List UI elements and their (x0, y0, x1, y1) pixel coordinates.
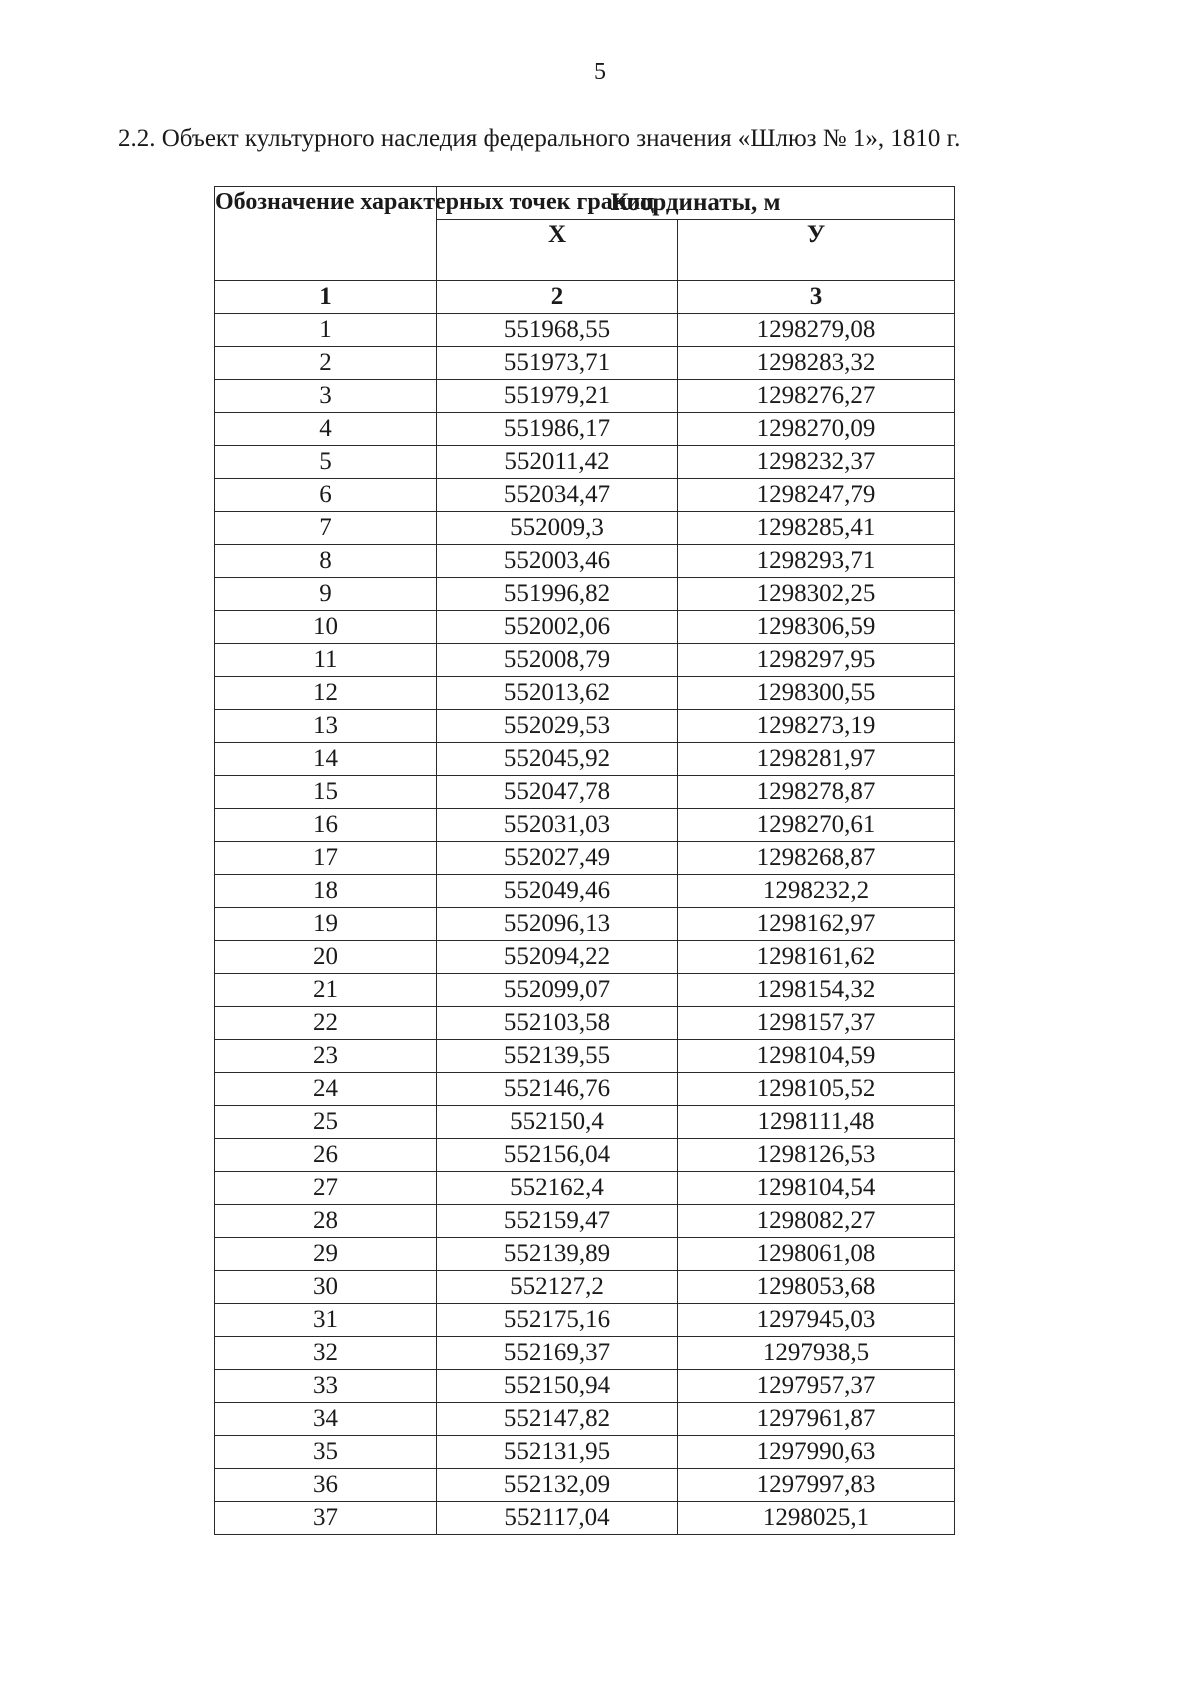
table-row (215, 1304, 955, 1337)
y-coordinate-cell: 1298293,71 (678, 545, 955, 578)
table-row (215, 1436, 955, 1469)
table-row (215, 644, 955, 677)
table-row (215, 875, 955, 908)
x-coordinate-cell: 551979,21 (437, 380, 678, 413)
y-coordinate-cell: 1298247,79 (678, 479, 955, 512)
point-number-cell: 10 (215, 611, 437, 644)
page-number: 5 (594, 59, 606, 85)
point-number-cell: 19 (215, 908, 437, 941)
table-row (215, 314, 955, 347)
table-row (215, 1172, 955, 1205)
point-number-cell: 7 (215, 512, 437, 545)
x-coordinate-cell: 552013,62 (437, 677, 678, 710)
point-number-cell: 25 (215, 1106, 437, 1139)
section-heading: 2.2. Объект культурного наследия федерального значения «Шлюз № 1», 1810 г. (118, 125, 961, 152)
point-number-cell: 30 (215, 1271, 437, 1304)
y-coordinate-cell: 1298162,97 (678, 908, 955, 941)
x-coordinate-cell: 552011,42 (437, 446, 678, 479)
point-number-cell: 4 (215, 413, 437, 446)
point-number-cell: 13 (215, 710, 437, 743)
table-row (215, 611, 955, 644)
x-coordinate-cell: 552027,49 (437, 842, 678, 875)
x-coordinate-cell: 552139,89 (437, 1238, 678, 1271)
table-row (215, 1073, 955, 1106)
y-coordinate-cell: 1297997,83 (678, 1469, 955, 1502)
coordinates-table (214, 186, 955, 1535)
x-coordinate-cell: 552034,47 (437, 479, 678, 512)
x-coordinate-cell: 552169,37 (437, 1337, 678, 1370)
y-coordinate-cell: 1298285,41 (678, 512, 955, 545)
point-number-cell: 24 (215, 1073, 437, 1106)
x-coordinate-cell: 552099,07 (437, 974, 678, 1007)
table-row (215, 578, 955, 611)
y-coordinate-cell: 1297957,37 (678, 1370, 955, 1403)
y-coordinate-cell: 1298279,08 (678, 314, 955, 347)
table-row (215, 1007, 955, 1040)
point-number-cell: 20 (215, 941, 437, 974)
table-row (215, 347, 955, 380)
x-coordinate-cell: 552159,47 (437, 1205, 678, 1238)
x-coordinate-cell: 552002,06 (437, 611, 678, 644)
y-coordinate-cell: 1297945,03 (678, 1304, 955, 1337)
table-row (215, 1469, 955, 1502)
y-coordinate-cell: 1298306,59 (678, 611, 955, 644)
point-number-cell: 22 (215, 1007, 437, 1040)
y-coordinate-cell: 1298297,95 (678, 644, 955, 677)
x-coordinate-cell: 551986,17 (437, 413, 678, 446)
y-coordinate-cell: 1298025,1 (678, 1502, 955, 1535)
y-coordinate-cell: 1298276,27 (678, 380, 955, 413)
x-coordinate-cell: 552150,94 (437, 1370, 678, 1403)
x-coordinate-cell: 551973,71 (437, 347, 678, 380)
x-coordinate-cell: 552003,46 (437, 545, 678, 578)
point-number-cell: 5 (215, 446, 437, 479)
table-body (215, 314, 955, 1535)
y-coordinate-cell: 1298283,32 (678, 347, 955, 380)
table-row (215, 479, 955, 512)
table-row (215, 1403, 955, 1436)
table-row (215, 413, 955, 446)
table-row (215, 446, 955, 479)
y-coordinate-cell: 1298104,54 (678, 1172, 955, 1205)
table-row (215, 677, 955, 710)
x-coordinate-cell: 552117,04 (437, 1502, 678, 1535)
table-row (215, 1238, 955, 1271)
x-coordinate-cell: 552131,95 (437, 1436, 678, 1469)
point-number-cell: 1 (215, 314, 437, 347)
point-number-cell: 36 (215, 1469, 437, 1502)
point-number-cell: 32 (215, 1337, 437, 1370)
y-coordinate-cell: 1298157,37 (678, 1007, 955, 1040)
x-coordinate-cell: 552103,58 (437, 1007, 678, 1040)
y-coordinate-cell: 1298104,59 (678, 1040, 955, 1073)
y-coordinate-cell: 1298278,87 (678, 776, 955, 809)
point-number-cell: 17 (215, 842, 437, 875)
x-coordinate-cell: 551968,55 (437, 314, 678, 347)
point-number-cell: 14 (215, 743, 437, 776)
table-row (215, 1139, 955, 1172)
table-row (215, 842, 955, 875)
x-coordinate-cell: 552096,13 (437, 908, 678, 941)
point-number-cell: 3 (215, 380, 437, 413)
point-number-cell: 34 (215, 1403, 437, 1436)
header-y: У (678, 220, 955, 281)
y-coordinate-cell: 1298232,37 (678, 446, 955, 479)
table-row (215, 941, 955, 974)
x-coordinate-cell: 551996,82 (437, 578, 678, 611)
x-coordinate-cell: 552045,92 (437, 743, 678, 776)
table-row (215, 1502, 955, 1535)
column-number-3: 3 (678, 281, 955, 314)
table-row (215, 776, 955, 809)
table-row (215, 1205, 955, 1238)
table-row (215, 809, 955, 842)
point-number-cell: 2 (215, 347, 437, 380)
point-number-cell: 16 (215, 809, 437, 842)
y-coordinate-cell: 1298161,62 (678, 941, 955, 974)
y-coordinate-cell: 1298270,61 (678, 809, 955, 842)
point-number-cell: 21 (215, 974, 437, 1007)
point-number-cell: 12 (215, 677, 437, 710)
y-coordinate-cell: 1298105,52 (678, 1073, 955, 1106)
y-coordinate-cell: 1297990,63 (678, 1436, 955, 1469)
x-coordinate-cell: 552047,78 (437, 776, 678, 809)
header-x: X (437, 220, 678, 281)
point-number-cell: 29 (215, 1238, 437, 1271)
table-row (215, 974, 955, 1007)
y-coordinate-cell: 1297938,5 (678, 1337, 955, 1370)
table-row (215, 1106, 955, 1139)
table-row (215, 380, 955, 413)
point-number-cell: 31 (215, 1304, 437, 1337)
table-row (215, 1370, 955, 1403)
point-number-cell: 28 (215, 1205, 437, 1238)
point-number-cell: 23 (215, 1040, 437, 1073)
y-coordinate-cell: 1298300,55 (678, 677, 955, 710)
x-coordinate-cell: 552094,22 (437, 941, 678, 974)
y-coordinate-cell: 1297961,87 (678, 1403, 955, 1436)
x-coordinate-cell: 552029,53 (437, 710, 678, 743)
x-coordinate-cell: 552127,2 (437, 1271, 678, 1304)
table-row (215, 743, 955, 776)
point-number-cell: 33 (215, 1370, 437, 1403)
table-row (215, 908, 955, 941)
table-row (215, 545, 955, 578)
point-number-cell: 9 (215, 578, 437, 611)
point-number-cell: 6 (215, 479, 437, 512)
y-coordinate-cell: 1298053,68 (678, 1271, 955, 1304)
point-number-cell: 35 (215, 1436, 437, 1469)
x-coordinate-cell: 552162,4 (437, 1172, 678, 1205)
x-coordinate-cell: 552031,03 (437, 809, 678, 842)
table-row (215, 1337, 955, 1370)
y-coordinate-cell: 1298268,87 (678, 842, 955, 875)
table-row (215, 1271, 955, 1304)
column-number-1: 1 (215, 281, 437, 314)
y-coordinate-cell: 1298061,08 (678, 1238, 955, 1271)
x-coordinate-cell: 552139,55 (437, 1040, 678, 1073)
x-coordinate-cell: 552132,09 (437, 1469, 678, 1502)
x-coordinate-cell: 552146,76 (437, 1073, 678, 1106)
point-number-cell: 26 (215, 1139, 437, 1172)
point-number-cell: 11 (215, 644, 437, 677)
y-coordinate-cell: 1298082,27 (678, 1205, 955, 1238)
y-coordinate-cell: 1298273,19 (678, 710, 955, 743)
y-coordinate-cell: 1298302,25 (678, 578, 955, 611)
column-number-2: 2 (437, 281, 678, 314)
point-number-cell: 18 (215, 875, 437, 908)
y-coordinate-cell: 1298154,32 (678, 974, 955, 1007)
x-coordinate-cell: 552009,3 (437, 512, 678, 545)
point-number-cell: 37 (215, 1502, 437, 1535)
y-coordinate-cell: 1298281,97 (678, 743, 955, 776)
table-row (215, 1040, 955, 1073)
x-coordinate-cell: 552156,04 (437, 1139, 678, 1172)
x-coordinate-cell: 552150,4 (437, 1106, 678, 1139)
x-coordinate-cell: 552049,46 (437, 875, 678, 908)
y-coordinate-cell: 1298232,2 (678, 875, 955, 908)
point-number-cell: 15 (215, 776, 437, 809)
x-coordinate-cell: 552147,82 (437, 1403, 678, 1436)
header-coordinates: Координаты, м (437, 187, 955, 220)
y-coordinate-cell: 1298111,48 (678, 1106, 955, 1139)
x-coordinate-cell: 552175,16 (437, 1304, 678, 1337)
y-coordinate-cell: 1298270,09 (678, 413, 955, 446)
y-coordinate-cell: 1298126,53 (678, 1139, 955, 1172)
table-row (215, 710, 955, 743)
table-row (215, 512, 955, 545)
point-number-cell: 27 (215, 1172, 437, 1205)
header-designation: Обозначение характерных точек границ (215, 187, 437, 281)
point-number-cell: 8 (215, 545, 437, 578)
x-coordinate-cell: 552008,79 (437, 644, 678, 677)
